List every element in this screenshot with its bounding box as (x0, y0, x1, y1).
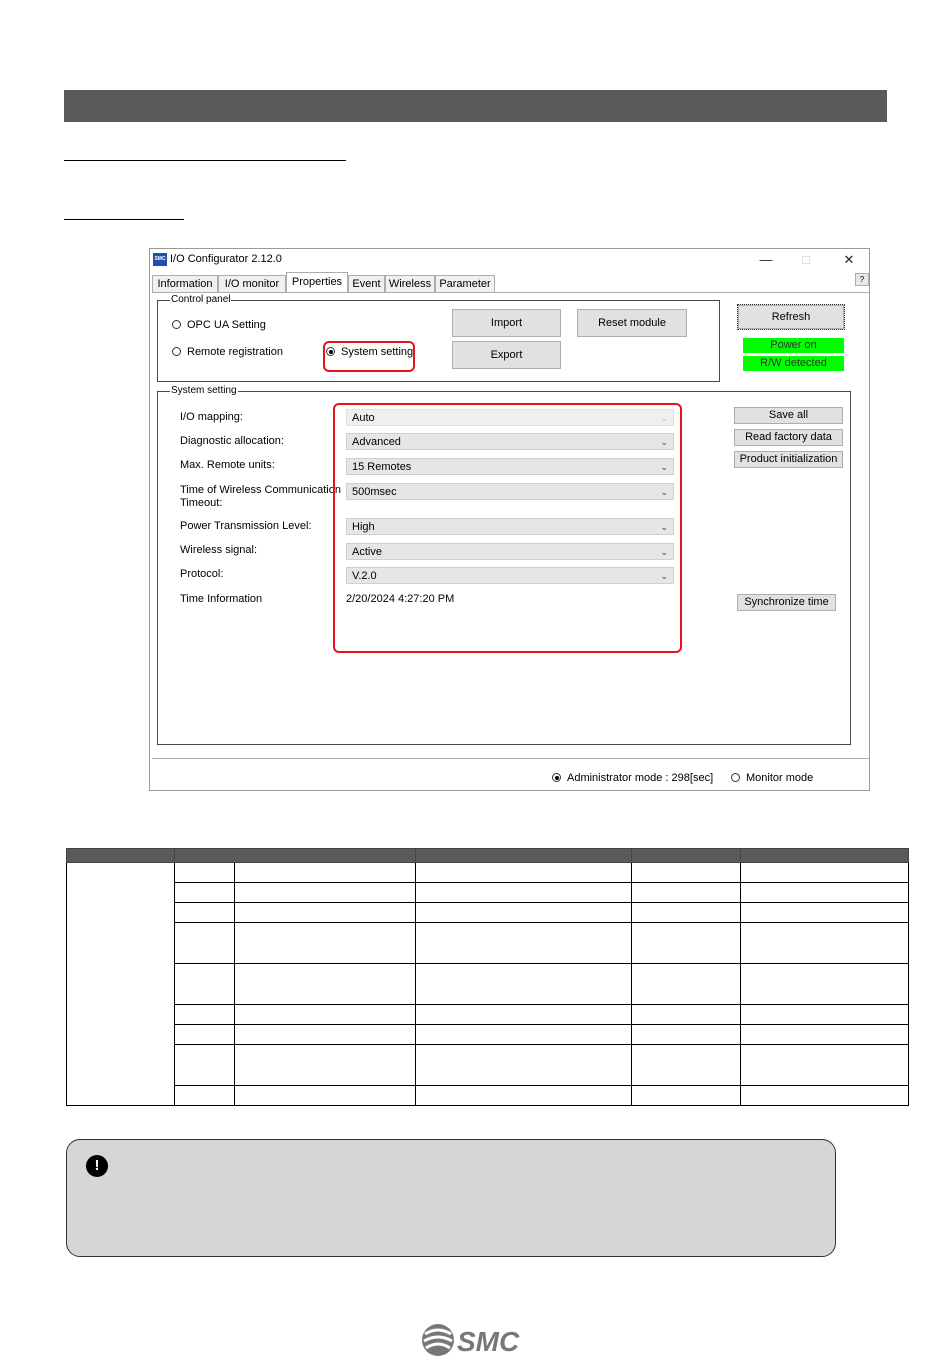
tab-wireless[interactable]: Wireless (385, 275, 435, 292)
section-header-bar (64, 90, 887, 122)
radio-administrator-mode[interactable] (552, 772, 713, 785)
table-cell (235, 863, 416, 883)
chevron-down-icon: ⌄ (660, 487, 668, 497)
radio-label: OPC UA Setting (187, 319, 266, 331)
table-cell (235, 1005, 416, 1025)
table-row (67, 1045, 909, 1086)
radio-opc-ua-setting[interactable] (172, 319, 266, 332)
wireless-timeout-label: Time of Wireless Communication Timeout: (180, 484, 341, 509)
properties-panel (152, 292, 869, 759)
subheading-underline (64, 219, 184, 220)
table-header (67, 849, 909, 863)
combo-value: 500msec (352, 486, 397, 498)
table-cell (175, 883, 235, 903)
svg-text:SMC: SMC (457, 1326, 520, 1357)
system-setting-highlight-box (323, 341, 415, 372)
table-cell (175, 964, 235, 1005)
refresh-button[interactable]: Refresh (737, 304, 845, 330)
system-setting-group (157, 385, 851, 745)
chevron-down-icon: ⌄ (660, 462, 668, 472)
table-cell (741, 923, 909, 964)
radio-remote-registration[interactable] (172, 346, 283, 359)
radio-label: Administrator mode : 298[sec] (567, 772, 714, 784)
power-status-badge: Power on (743, 338, 844, 353)
table-cell (416, 923, 632, 964)
table-cell (235, 903, 416, 923)
table-cell (416, 964, 632, 1005)
app-icon: SMC (153, 253, 167, 266)
table-row (67, 964, 909, 1005)
table-cell (416, 1045, 632, 1086)
table-cell (416, 863, 632, 883)
control-panel-legend: Control panel (171, 294, 231, 305)
help-button[interactable]: ? (855, 273, 869, 286)
time-information-value: 2/20/2024 4:27:20 PM (346, 593, 455, 605)
heading-underline (64, 160, 346, 161)
table-row (67, 883, 909, 903)
radio-circle (172, 320, 181, 329)
status-bar (150, 767, 869, 789)
table-cell (235, 1045, 416, 1086)
table-cell (632, 1086, 741, 1106)
table-cell (175, 1045, 235, 1086)
chevron-down-icon: ⌄ (660, 413, 668, 423)
table-row (67, 903, 909, 923)
chevron-down-icon: ⌄ (660, 522, 668, 532)
table-cell (235, 964, 416, 1005)
combo-value: V.2.0 (352, 570, 377, 582)
chevron-down-icon: ⌄ (660, 437, 668, 447)
table-cell (741, 903, 909, 923)
read-factory-data-button[interactable]: Read factory data (734, 429, 843, 446)
io-mapping-label: I/O mapping: (180, 411, 243, 423)
diagnostic-allocation-label: Diagnostic allocation: (180, 435, 284, 447)
tab-information[interactable]: Information (152, 275, 218, 292)
tab-parameter[interactable]: Parameter (435, 275, 495, 292)
smc-logo (420, 1322, 530, 1358)
reset-module-button[interactable]: Reset module (577, 309, 687, 337)
caution-icon: ! (86, 1155, 108, 1177)
combo-value: Active (352, 546, 382, 558)
table-cell (175, 903, 235, 923)
table-cell (416, 1025, 632, 1045)
table-cell (416, 903, 632, 923)
table-row (67, 1086, 909, 1106)
settings-table (66, 848, 909, 1106)
table-cell (416, 1005, 632, 1025)
save-all-button[interactable]: Save all (734, 407, 843, 424)
table-header-cell (632, 849, 741, 863)
window-title: I/O Configurator 2.12.0 (170, 253, 282, 265)
table-cell (416, 1086, 632, 1106)
product-initialization-button[interactable]: Product initialization (734, 451, 843, 468)
minimize-button[interactable]: — (759, 252, 773, 267)
table-cell (741, 883, 909, 903)
table-row (67, 1005, 909, 1025)
table-cell (235, 1086, 416, 1106)
chevron-down-icon: ⌄ (660, 547, 668, 557)
rw-status-badge: R/W detected (743, 356, 844, 371)
table-header-cell (416, 849, 632, 863)
settings-highlight-box (333, 403, 682, 653)
combo-value: High (352, 521, 375, 533)
caution-note (66, 1139, 836, 1257)
tab-event[interactable]: Event (348, 275, 385, 292)
table-cell (741, 1086, 909, 1106)
table-cell (175, 1005, 235, 1025)
wireless-signal-label: Wireless signal: (180, 544, 258, 556)
app-window (149, 248, 870, 791)
close-button[interactable]: ✕ (843, 252, 855, 267)
table-row (67, 923, 909, 964)
table-cell (235, 883, 416, 903)
combo-value: 15 Remotes (352, 461, 412, 473)
table-cell (175, 923, 235, 964)
table-cell (416, 883, 632, 903)
table-header-cell (175, 849, 416, 863)
title-bar (150, 249, 869, 271)
table-cell (175, 1086, 235, 1106)
radio-label: Monitor mode (746, 772, 814, 784)
protocol-label: Protocol: (180, 568, 224, 580)
table-cell (632, 883, 741, 903)
table-cell (67, 863, 175, 1106)
table-cell (235, 1025, 416, 1045)
tab-properties[interactable]: Properties (286, 272, 348, 293)
table-cell (632, 863, 741, 883)
import-button[interactable]: Import (452, 309, 561, 337)
system-setting-legend: System setting (171, 385, 237, 396)
combo-value: Auto (352, 412, 375, 424)
maximize-button[interactable]: □ (802, 252, 810, 267)
table-cell (741, 1045, 909, 1086)
radio-label: Remote registration (187, 346, 283, 358)
control-panel-group (157, 294, 720, 382)
tab-io-monitor[interactable]: I/O monitor (218, 275, 286, 292)
table-cell (632, 903, 741, 923)
radio-circle-selected (552, 773, 561, 782)
max-remote-units-label: Max. Remote units: (180, 459, 275, 471)
synchronize-time-button[interactable]: Synchronize time (737, 594, 836, 611)
radio-monitor-mode[interactable] (731, 772, 813, 785)
table-cell (741, 964, 909, 1005)
chevron-down-icon: ⌄ (660, 571, 668, 581)
radio-circle (172, 347, 181, 356)
table-row (67, 1025, 909, 1045)
radio-circle (731, 773, 740, 782)
table-header-cell (741, 849, 909, 863)
table-cell (632, 1005, 741, 1025)
table-cell (741, 863, 909, 883)
table-row (67, 863, 909, 883)
table-cell (235, 923, 416, 964)
table-cell (175, 1025, 235, 1045)
power-transmission-label: Power Transmission Level: (180, 520, 312, 532)
table-cell (175, 863, 235, 883)
table-cell (632, 923, 741, 964)
table-cell (632, 1025, 741, 1045)
table-cell (741, 1005, 909, 1025)
combo-value: Advanced (352, 436, 401, 448)
table-cell (632, 1045, 741, 1086)
time-information-label: Time Information (180, 593, 263, 605)
export-button[interactable]: Export (452, 341, 561, 369)
table-cell (741, 1025, 909, 1045)
table-cell (632, 964, 741, 1005)
radio-label: System setting (341, 346, 414, 358)
table-header-cell (67, 849, 175, 863)
